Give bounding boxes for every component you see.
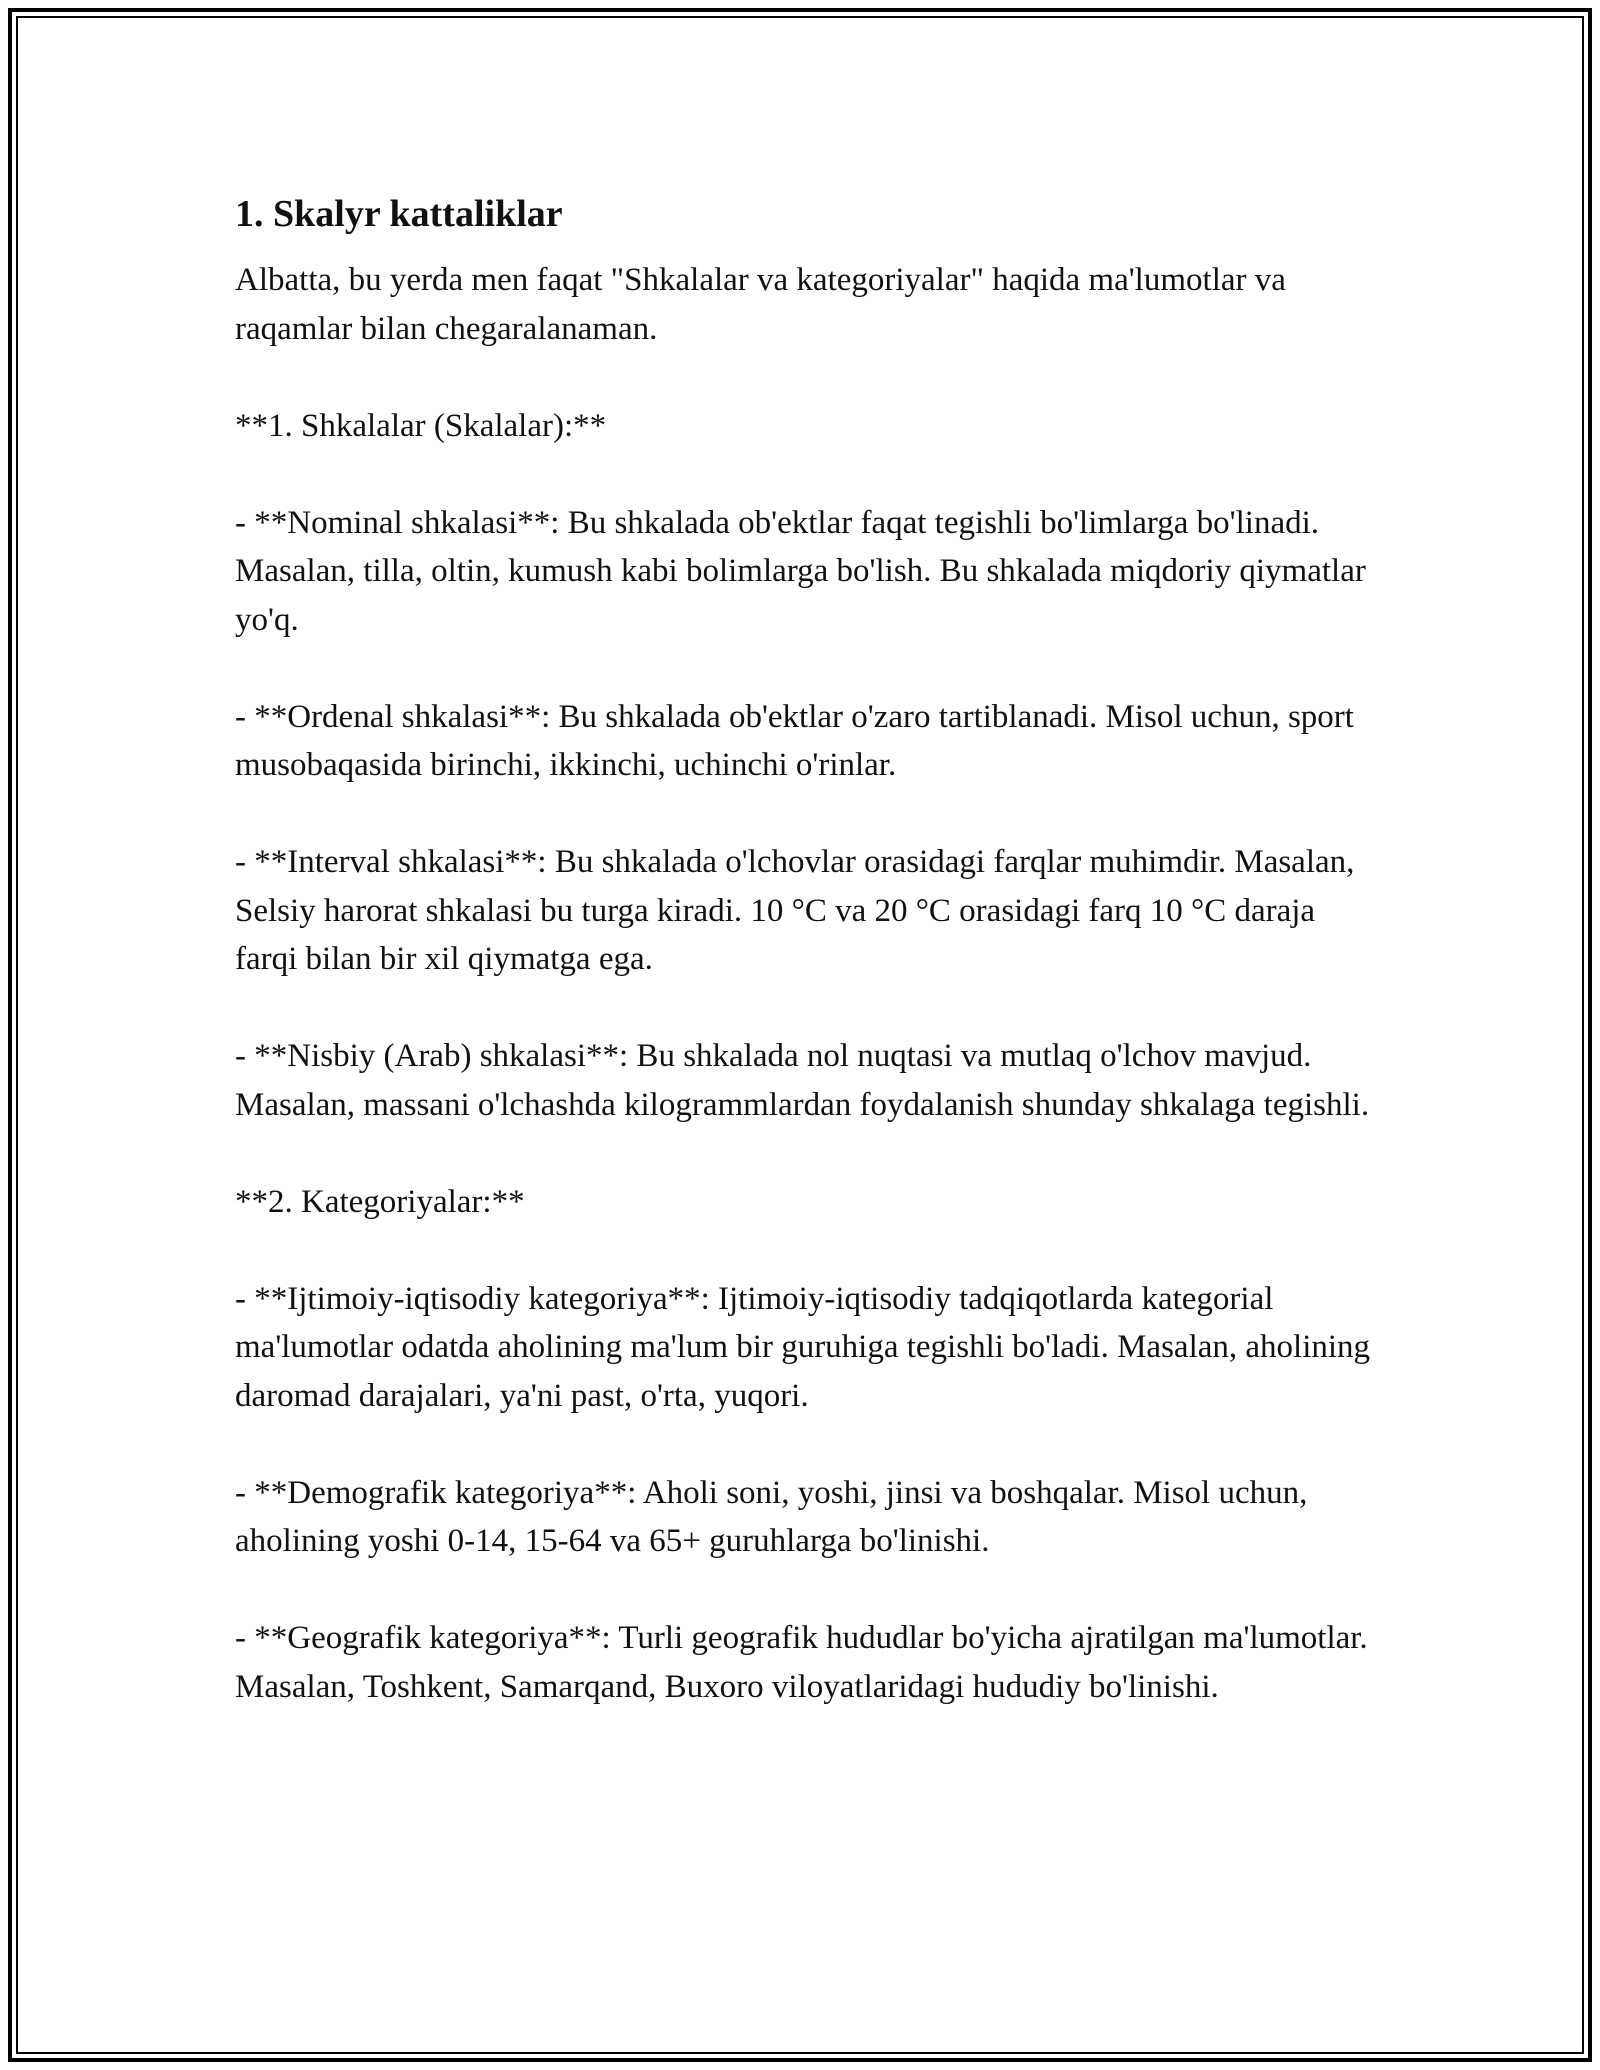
section-heading-categories: **2. Kategoriyalar:** (235, 1183, 525, 1220)
intro-paragraph: Albatta, bu yerda men faqat "Shkalalar va kategoriyalar" haqida ma'lumotlar va raqamlar bilan chegaralanaman. (235, 262, 1286, 347)
list-item-nominal: - **Nominal shkalasi**: Bu shkalada ob'ektlar faqat tegishli bo'limlarga bo'linadi. Masalan, tilla, oltin, kumush kabi bolimlarga bo'lish. Bu shkalada miqdoriy qiymatlar yo'q. (235, 504, 1366, 638)
list-item-ordinal: - **Ordenal shkalasi**: Bu shkalada ob'ektlar o'zaro tartiblanadi. Misol uchun, sport musobaqasida birinchi, ikkinchi, uchinchi o'rinlar. (235, 698, 1354, 783)
section-heading-scales: **1. Shkalalar (Skalalar):** (235, 407, 607, 444)
list-item-geographic: - **Geografik kategoriya**: Turli geografik hududlar bo'yicha ajratilgan ma'lumotlar. Masalan, Toshkent, Samarqand, Buxoro viloyatlaridagi hududiy bo'linishi. (235, 1620, 1368, 1705)
list-item-socioeconomic: - **Ijtimoiy-iqtisodiy kategoriya**: Ijtimoiy-iqtisodiy tadqiqotlarda kategorial ma'lumotlar odatda aholining ma'lum bir guruhiga tegishli bo'ladi. Masalan, aholining daromad darajalari, ya'ni past, o'rta, yuqori. (235, 1280, 1371, 1414)
list-item-ratio: - **Nisbiy (Arab) shkalasi**: Bu shkalada nol nuqtasi va mutlaq o'lchov mavjud. Masalan, massani o'lchashda kilogrammlardan foydalanish shunday shkalaga tegishli. (235, 1038, 1370, 1123)
document-heading: 1. Skalyr kattaliklar (235, 193, 563, 235)
document-body (235, 188, 1375, 1760)
list-item-interval: - **Interval shkalasi**: Bu shkalada o'lchovlar orasidagi farqlar muhimdir. Masalan, Selsiy harorat shkalasi bu turga kiradi. 10 °C va 20 °C orasidagi farq 10 °C daraja farqi bilan bir xil qiymatga ega. (235, 844, 1355, 977)
list-item-demographic: - **Demografik kategoriya**: Aholi soni, yoshi, jinsi va boshqalar. Misol uchun, aholining yoshi 0-14, 15-64 va 65+ guruhlarga bo'linishi. (235, 1474, 1308, 1559)
